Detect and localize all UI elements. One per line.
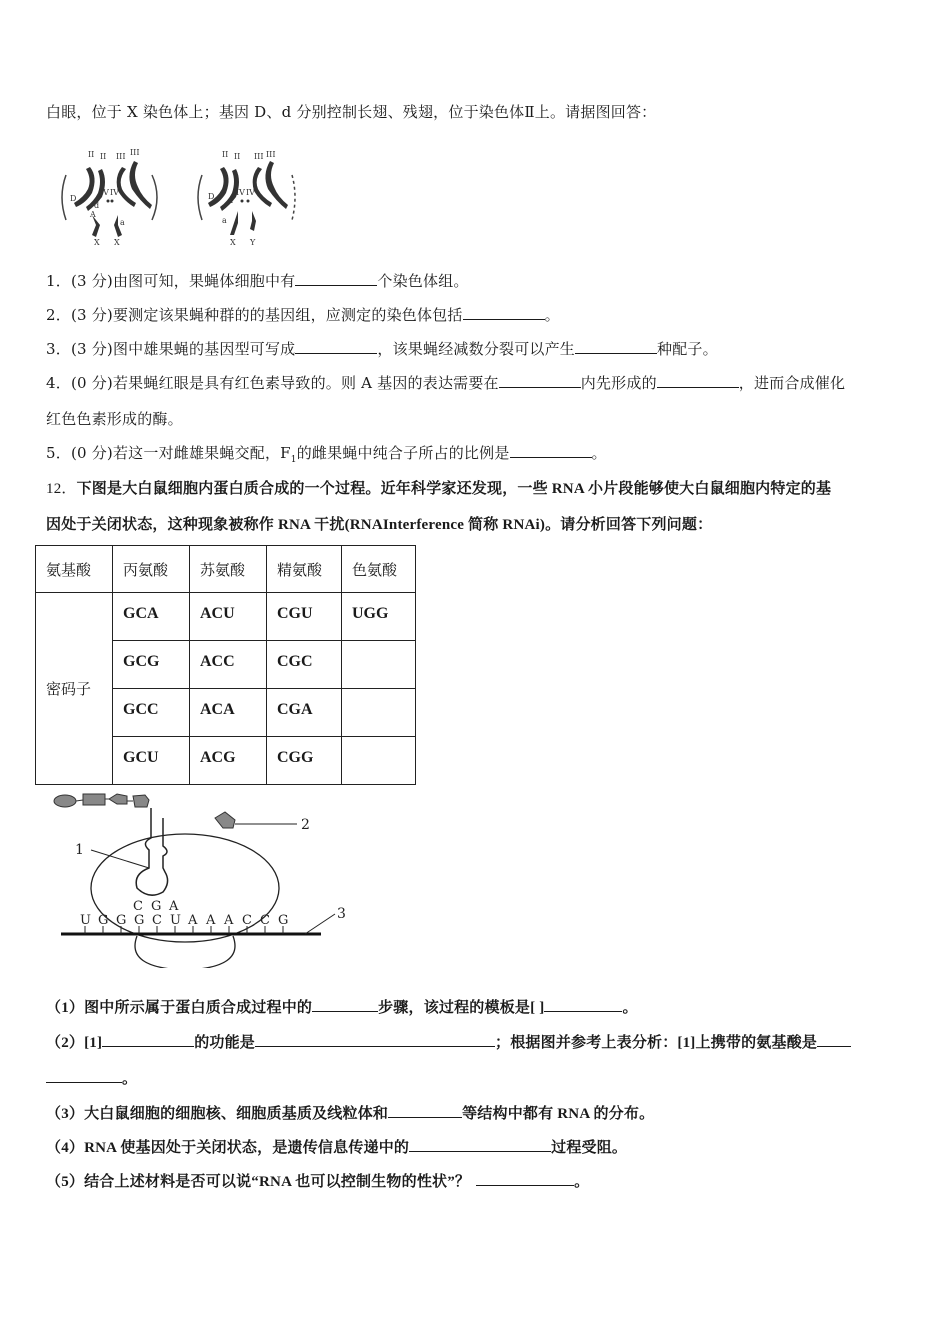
svg-text:X: X [94, 238, 100, 247]
q12-line2: 因处于关闭状态，这种现象被称作 RNA 干扰(RNAInterference 简称 RNAi)。请分析回答下列问题： [46, 517, 713, 533]
svg-text:A: A [188, 913, 198, 928]
svg-text:d: d [228, 196, 234, 205]
table-cell [342, 641, 416, 689]
svg-text:A: A [224, 913, 234, 928]
svg-text:D: D [70, 194, 77, 203]
svg-text:IV: IV [236, 188, 245, 197]
svg-text:1: 1 [75, 842, 84, 858]
question-1: 1．(3 分)由图可知，果蝇体细胞中有 个染色体组。 [46, 272, 469, 290]
svg-text:G: G [98, 913, 109, 928]
svg-text:C: C [260, 913, 270, 928]
svg-text:III: III [266, 150, 276, 159]
table-cell: GCA [113, 593, 190, 641]
answer-blank[interactable] [255, 1032, 495, 1047]
peptide-chain-icon [54, 794, 149, 807]
svg-text:A: A [206, 913, 216, 928]
answer-blank[interactable] [388, 1103, 462, 1118]
svg-text:IV: IV [100, 188, 109, 197]
svg-text:Y: Y [250, 238, 256, 247]
svg-text:III: III [130, 148, 140, 157]
svg-text:IV: IV [246, 188, 255, 197]
svg-text:3: 3 [337, 906, 346, 922]
svg-text:G: G [278, 913, 289, 928]
answer-blank[interactable] [46, 1068, 122, 1083]
svg-text:C: C [152, 913, 162, 928]
svg-text:III: III [116, 152, 126, 161]
table-header: 氨基酸 [36, 546, 113, 593]
svg-text:d: d [94, 201, 100, 210]
answer-blank[interactable] [575, 339, 657, 354]
svg-text:A: A [90, 210, 96, 219]
table-cell [342, 689, 416, 737]
answer-blank[interactable] [476, 1171, 574, 1186]
female-karyotype [62, 148, 157, 247]
answer-blank[interactable] [544, 997, 622, 1012]
svg-text:X: X [114, 238, 120, 247]
svg-text:G: G [151, 899, 162, 914]
svg-text:II: II [222, 150, 229, 159]
sub-question-4: （4）RNA 使基因处于关闭状态，是遗传信息传递中的 过程受阻。 [46, 1137, 627, 1158]
table-header: 色氨酸 [342, 546, 416, 593]
answer-blank[interactable] [312, 997, 378, 1012]
table-cell: CGG [267, 737, 342, 785]
answer-blank[interactable] [409, 1137, 551, 1152]
answer-blank[interactable] [295, 271, 377, 286]
table-cell: CGU [267, 593, 342, 641]
table-cell: ACA [190, 689, 267, 737]
trna-icon [136, 808, 167, 895]
table-cell: CGA [267, 689, 342, 737]
answer-blank[interactable] [499, 373, 581, 388]
question-3: 3．(3 分)图中雄果蝇的基因型可写成 ，该果蝇经减数分裂可以产生 种配子。 [46, 340, 718, 358]
svg-text:X: X [230, 238, 236, 247]
svg-text:II: II [88, 150, 95, 159]
svg-text:II: II [234, 152, 241, 161]
answer-blank[interactable] [817, 1032, 851, 1047]
q12-line1: 12．下图是大白鼠细胞内蛋白质合成的一个过程。近年科学家还发现，一些 RNA 小片段能够使大白鼠细胞内特定的基 [46, 481, 832, 497]
answer-blank[interactable] [463, 305, 545, 320]
svg-text:C: C [133, 899, 143, 914]
question-4-continued: 红色色素形成的酶。 [46, 410, 183, 428]
svg-text:III: III [254, 152, 264, 161]
question-2: 2．(3 分)要测定该果蝇种群的的基因组，应测定的染色体包括 。 [46, 306, 560, 324]
mrna-bases [80, 913, 288, 928]
table-row [36, 593, 416, 641]
svg-text:a: a [222, 216, 227, 225]
svg-text:II: II [100, 152, 107, 161]
table-cell: UGG [342, 593, 416, 641]
translation-diagram [45, 788, 365, 968]
answer-blank[interactable] [510, 443, 592, 458]
sub-question-1: （1）图中所示属于蛋白质合成过程中的 步骤，该过程的模板是[ ] 。 [46, 997, 638, 1018]
table-cell: ACG [190, 737, 267, 785]
codon-table [35, 545, 416, 785]
svg-text:A: A [169, 899, 179, 914]
svg-text:IV: IV [110, 188, 119, 197]
svg-text:2: 2 [301, 817, 310, 833]
svg-text:C: C [242, 913, 252, 928]
answer-blank[interactable] [657, 373, 739, 388]
table-cell: GCU [113, 737, 190, 785]
table-cell: ACC [190, 641, 267, 689]
svg-text:U: U [170, 913, 181, 928]
anticodon-labels [133, 899, 179, 914]
sub-question-2: （2）[1] 的功能是 ；根据图并参考上表分析：[1]上携带的氨基酸是 [46, 1032, 851, 1053]
amino-acid-icon [215, 812, 235, 828]
table-header: 精氨酸 [267, 546, 342, 593]
table-cell: GCC [113, 689, 190, 737]
svg-text:a: a [120, 218, 125, 227]
answer-blank[interactable] [102, 1032, 194, 1047]
answer-blank[interactable] [295, 339, 377, 354]
question-5: 5．(0 分)若这一对雌雄果蝇交配，$F_1$的雌果蝇中纯合子所占的比例是 。 [46, 444, 607, 465]
row-label: 密码子 [36, 593, 113, 785]
svg-text:G: G [134, 913, 145, 928]
sub-question-2-continued: 。 [46, 1068, 137, 1089]
male-karyotype [198, 150, 295, 247]
sub-question-3: （3）大白鼠细胞的细胞核、细胞质基质及线粒体和 等结构中都有 RNA 的分布。 [46, 1103, 654, 1124]
sub-question-5: （5）结合上述材料是否可以说“RNA 也可以控制生物的性状”？ 。 [46, 1171, 589, 1192]
question-4: 4．(0 分)若果蝇红眼是具有红色素导致的。则 A 基因的表达需要在 内先形成的 ，进而合成催化 [46, 374, 846, 392]
svg-text:D: D [208, 192, 215, 201]
table-cell [342, 737, 416, 785]
svg-text:U: U [80, 913, 91, 928]
table-cell: ACU [190, 593, 267, 641]
table-header: 丙氨酸 [113, 546, 190, 593]
table-cell: CGC [267, 641, 342, 689]
svg-text:G: G [116, 913, 127, 928]
table-cell: GCG [113, 641, 190, 689]
intro-text: 白眼，位于 X 染色体上；基因 D、d 分别控制长翅、残翅，位于染色体Ⅱ上。请据图回答： [46, 103, 657, 121]
chromosome-figure [52, 145, 312, 250]
table-header: 苏氨酸 [190, 546, 267, 593]
table-header-row [36, 546, 416, 593]
